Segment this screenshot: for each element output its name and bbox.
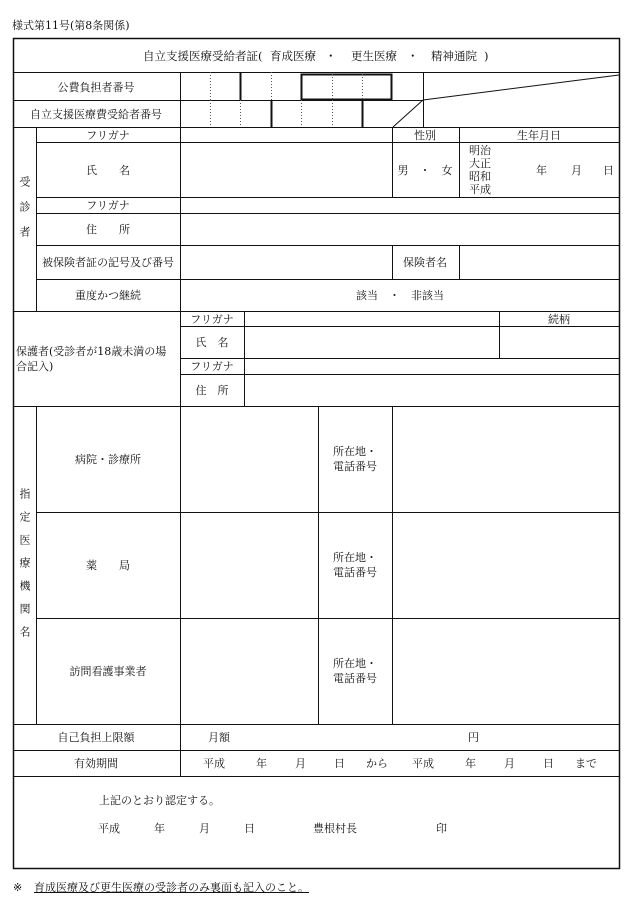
cert-month: 月 [199,822,210,835]
validity-era-from: 平成 [203,757,225,770]
payer-number-label: 公費負担者番号 [57,81,135,94]
cert-seal: 印 [436,822,447,835]
hospital-loc-line1: 所在地・ [333,445,377,458]
guardian-label: 保護者(受診者が18歳未満の場合記入) [16,345,167,373]
nursing-loc-line2: 電話番号 [333,672,377,685]
era-showa: 昭和 [469,170,491,183]
title-option-kosei: 更生医療 [351,49,397,63]
guardian-furigana2-label: フリガナ [190,360,234,373]
patient-group-label: 受診者 [18,176,31,251]
validity-day-to: 日 [543,757,554,770]
institutions-group-label: 指定医療機関名 [18,488,31,649]
validity-day-from: 日 [334,757,345,770]
validity-month-from: 月 [295,757,306,770]
era-meiji: 明治 [469,144,491,157]
nursing-loc-line1: 所在地・ [333,657,377,670]
patient-address-label: 住 所 [86,223,130,236]
form-number: 様式第11号(第8条関係) [12,19,130,32]
validity-from: から [366,757,388,770]
dob-month-unit: 月 [571,164,582,177]
patient-furigana-label: フリガナ [86,129,130,142]
hospital-loc-line2: 電話番号 [333,460,377,473]
validity-era-to: 平成 [412,757,434,770]
guardian-address-label: 住 所 [195,384,229,397]
dob-day-unit: 日 [603,164,614,177]
cert-statement: 上記のとおり認定する。 [99,794,220,807]
title-option-ikusei: 育成医療 [270,49,316,63]
severe-continuous-value: 該当 ・ 非該当 [356,289,444,302]
title-dot-1: ・ [325,49,337,63]
gender-value: 男 ・ 女 [397,164,453,177]
dob-label: 生年月日 [517,129,561,142]
pharmacy-label: 薬 局 [86,559,130,572]
validity-year-from: 年 [256,757,267,770]
limit-monthly: 月額 [208,731,230,744]
recipient-number-label: 自立支援医療費受給者番号 [30,108,162,121]
cert-day: 日 [244,822,255,835]
insurer-name-label: 保険者名 [403,256,447,269]
severe-continuous-label: 重度かつ継続 [75,289,141,302]
validity-to: まで [575,757,597,770]
era-heisei: 平成 [469,183,491,196]
patient-furigana2-label: フリガナ [86,199,130,212]
pharmacy-loc-line1: 所在地・ [333,551,377,564]
cert-era: 平成 [98,822,120,835]
guardian-furigana-label: フリガナ [190,313,234,326]
cert-authority: 豊根村長 [313,822,357,835]
validity-label: 有効期間 [74,757,118,770]
limit-label: 自己負担上限額 [57,731,135,744]
validity-month-to: 月 [504,757,515,770]
footnote-mark: ※ [13,881,23,894]
title-option-seishin: 精神通院 [431,49,477,63]
dob-year-unit: 年 [536,164,547,177]
guardian-name-label: 氏 名 [195,336,229,349]
cert-year: 年 [154,822,165,835]
guardian-relation-label: 続柄 [548,313,570,326]
nursing-label: 訪問看護事業者 [69,665,147,678]
hospital-label: 病院・診療所 [75,453,141,466]
limit-yen: 円 [468,731,479,744]
footnote-text: 育成医療及び更生医療の受診者のみ裏面も記入のこと。 [34,881,309,894]
validity-year-to: 年 [465,757,476,770]
title-prefix: 自立支援医療受給者証( [143,49,263,63]
patient-name-label: 氏 名 [86,164,130,177]
gender-label: 性別 [414,129,436,142]
title-dot-2: ・ [407,49,419,63]
pharmacy-loc-line2: 電話番号 [333,566,377,579]
insurance-number-label: 被保険者証の記号及び番号 [42,256,174,269]
era-taisho: 大正 [469,157,491,170]
title-suffix: ) [484,49,489,63]
